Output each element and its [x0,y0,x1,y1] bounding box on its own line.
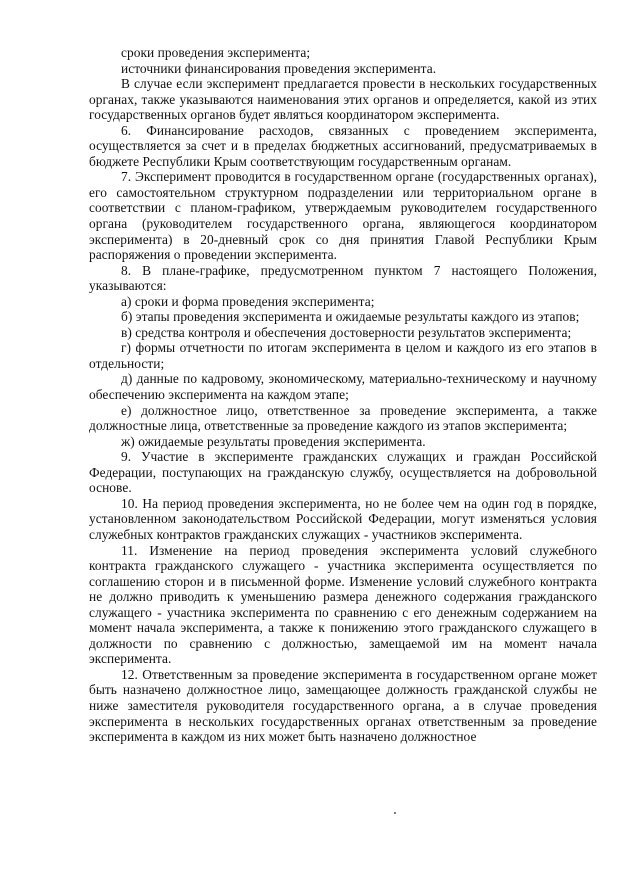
paragraph-list-item: сроки проведения эксперимента; [121,45,311,60]
document-body [89,45,597,745]
paragraph-section-10: 10. На период проведения эксперимента, но не более чем на один год в порядке, установленном законодательством Российской Федерации, могут изменяться условия служебных контрактов гражданских служащих - участников эксперимента. [89,495,597,542]
list-item-g: г) формы отчетности по итогам эксперимента в целом и каждого из его этапов в отдельности; [89,340,597,371]
paragraph-section-9: 9. Участие в эксперименте гражданских служащих и граждан Российской Федерации, поступающих на гражданскую службу, осуществляется на добровольной основе. [89,449,597,496]
paragraph-section-8: 8. В плане-графике, предусмотренном пунктом 7 настоящего Положения, указываются: [89,262,597,294]
paragraph: В случае если эксперимент предлагается провести в нескольких государственных органах, также указываются наименования этих органов и определяется, какой из этих государственных органов будет являться координатором эксперимента. [89,76,597,123]
paragraph-section-11: 11. Изменение на период проведения эксперимента условий служебного контракта гражданского служащего - участника эксперимента осуществляется по соглашению сторон и в письменной форме. Изменение условий служебного контракта не должно приводить к уменьшению размера денежного содержания гражданского служащего - участника эксперимента по сравнению с его денежным содержанием на момент начала эксперимента, а также к понижению этого гражданского служащего в должности по сравнению с должностью, замещаемой им на момент начала эксперимента. [89,542,597,667]
list-item-a: а) сроки и форма проведения эксперимента; [121,293,375,309]
list-item-v: в) средства контроля и обеспечения достоверности результатов эксперимента; [121,324,572,340]
list-item-b: б) этапы проведения эксперимента и ожидаемые результаты каждого из этапов; [121,309,580,325]
paragraph-section-7: 7. Эксперимент проводится в государственном органе (государственных органах), его самостоятельном структурном подразделении или территориальном органе в соответствии с планом-графиком, утверждаемым руководителем государственного органа (руководителем государственного органа, являющегося координатором эксперимента) в 20-дневный срок со дня принятия Главой Республики Крым распоряжения о проведении эксперимента. [89,169,597,263]
paragraph-section-12: 12. Ответственным за проведение эксперимента в государственном органе может быть назначено должностное лицо, замещающее должность гражданской службы не ниже заместителя руководителя государственного органа, а в случае проведения эксперимента в нескольких государственных органах ответственным за проведение эксперимента в каждом из них может быть назначено должностное [89,666,597,745]
list-item-d: д) данные по кадровому, экономическому, материально-техническому и научному обеспечению эксперимента на каждом этапе; [89,371,597,403]
scan-speck [394,812,396,814]
list-item-zh: ж) ожидаемые результаты проведения эксперимента. [121,433,426,449]
list-item-e: е) должностное лицо, ответственное за проведение эксперимента, а также должностные лица, ответственные за проведение каждого из этапов эксперимента; [89,402,597,434]
paragraph-list-item: источники финансирования проведения эксперимента. [121,60,437,76]
paragraph-section-6: 6. Финансирование расходов, связанных с проведением эксперимента, осуществляется за счет и в пределах бюджетных ассигнований, предусматриваемых в бюджете Республики Крым соответствующим государственным органам. [89,122,597,169]
